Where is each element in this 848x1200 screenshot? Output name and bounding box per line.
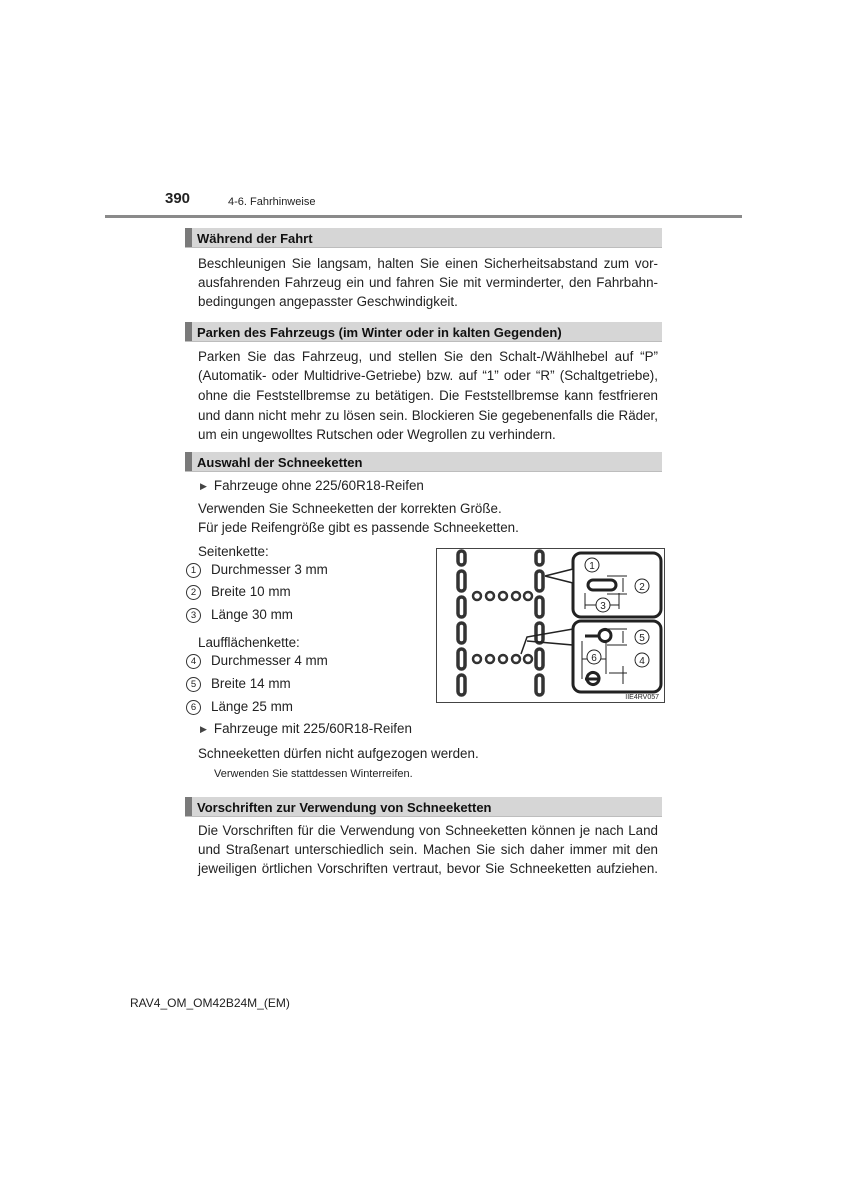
left-chain: [458, 551, 465, 695]
snow-chain-figure: [436, 548, 665, 703]
section-heading-parking: [185, 322, 662, 342]
section-heading-snow-chains: [185, 452, 662, 472]
header-rule: [105, 215, 742, 218]
triangle-bullet-icon: ▶: [200, 724, 207, 734]
paragraph-line: jeweiligen örtlichen Vorschriften vertraut, bevor Sie Schneeketten aufziehen.: [198, 861, 658, 876]
circled-number: 3: [186, 608, 201, 623]
paragraph-line: um ein ungewolltes Rutschen oder Wegrollen zu verhindern.: [198, 427, 556, 442]
paragraph-line: und dann nicht mehr zu lösen sein. Blockieren Sie gegebenenfalls die Räder,: [198, 408, 658, 423]
section-title: Auswahl der Schneeketten: [197, 455, 363, 470]
small-note: Verwenden Sie stattdessen Winterreifen.: [214, 768, 413, 780]
circled-number: 6: [186, 700, 201, 715]
section-title: Während der Fahrt: [197, 231, 313, 246]
paragraph-line: Parken Sie das Fahrzeug, und stellen Sie den Schalt-/Wählhebel auf “P”: [198, 349, 658, 364]
spec-text: Durchmesser 4 mm: [211, 653, 328, 668]
callout-1: 1: [589, 561, 595, 572]
circled-number: 5: [186, 677, 201, 692]
callout-2: 2: [639, 582, 645, 593]
page-number: 390: [165, 190, 191, 207]
spec-item: [186, 653, 328, 669]
spec-text: Länge 25 mm: [211, 699, 293, 714]
paragraph-line: Für jede Reifengröße gibt es passende Schneeketten.: [198, 520, 519, 535]
spec-item: [186, 584, 291, 600]
spec-text: Breite 14 mm: [211, 676, 291, 691]
paragraph-line: ausfahrenden Fahrzeug ein und fahren Sie mit verminderter, den Fahrbahn-: [198, 275, 658, 290]
section-title: Parken des Fahrzeugs (im Winter oder in kalten Gegenden): [197, 325, 562, 340]
circled-number: 4: [186, 654, 201, 669]
section-heading-driving: [185, 228, 662, 248]
paragraph-line: ohne die Feststellbremse zu betätigen. Die Feststellbremse kann festfrieren: [198, 388, 658, 403]
spec-item: [186, 607, 293, 623]
cross-chain-top: [473, 592, 532, 600]
callout-6: 6: [591, 653, 597, 664]
section-heading-regulations: [185, 797, 662, 817]
section-title: Vorschriften zur Verwendung von Schneeketten: [197, 800, 492, 815]
footer-doc-code: RAV4_OM_OM42B24M_(EM): [130, 996, 290, 1010]
spec-item: [186, 699, 293, 715]
bullet-item: [200, 478, 424, 493]
snow-chain-illustration: [437, 549, 664, 702]
triangle-bullet-icon: ▶: [200, 481, 207, 491]
spec-text: Länge 30 mm: [211, 607, 293, 622]
paragraph-line: Verwenden Sie Schneeketten der korrekten Größe.: [198, 501, 502, 516]
paragraph-line: Beschleunigen Sie langsam, halten Sie einen Sicherheitsabstand zum vor-: [198, 256, 658, 271]
bullet-item: [200, 721, 412, 736]
spec-item: [186, 676, 291, 692]
paragraph-line: und Straßenart unterschiedlich sein. Machen Sie sich daher immer mit den: [198, 842, 658, 857]
callout-5: 5: [639, 633, 645, 644]
callout-4: 4: [639, 656, 645, 667]
spec-text: Breite 10 mm: [211, 584, 291, 599]
paragraph-line: Die Vorschriften für die Verwendung von Schneeketten können je nach Land: [198, 823, 658, 838]
side-chain-label: Seitenkette:: [198, 544, 269, 559]
figure-code: IIE4RV057: [625, 694, 659, 701]
tread-chain-label: Laufflächenkette:: [198, 635, 300, 650]
spec-text: Durchmesser 3 mm: [211, 562, 328, 577]
circled-number: 1: [186, 563, 201, 578]
paragraph-line: Schneeketten dürfen nicht aufgezogen werden.: [198, 746, 479, 761]
bullet-text: Fahrzeuge ohne 225/60R18-Reifen: [213, 478, 424, 493]
paragraph-line: bedingungen angepasster Geschwindigkeit.: [198, 294, 458, 309]
callout-3: 3: [600, 601, 606, 612]
paragraph-line: (Automatik- oder Multidrive-Getriebe) bzw. auf “1” oder “R” (Schaltgetriebe),: [198, 368, 658, 383]
right-chain: [536, 551, 543, 695]
circled-number: 2: [186, 585, 201, 600]
chapter-title: 4-6. Fahrhinweise: [228, 196, 316, 208]
spec-item: [186, 562, 328, 578]
cross-chain-bottom: [473, 655, 532, 663]
bullet-text: Fahrzeuge mit 225/60R18-Reifen: [213, 721, 412, 736]
